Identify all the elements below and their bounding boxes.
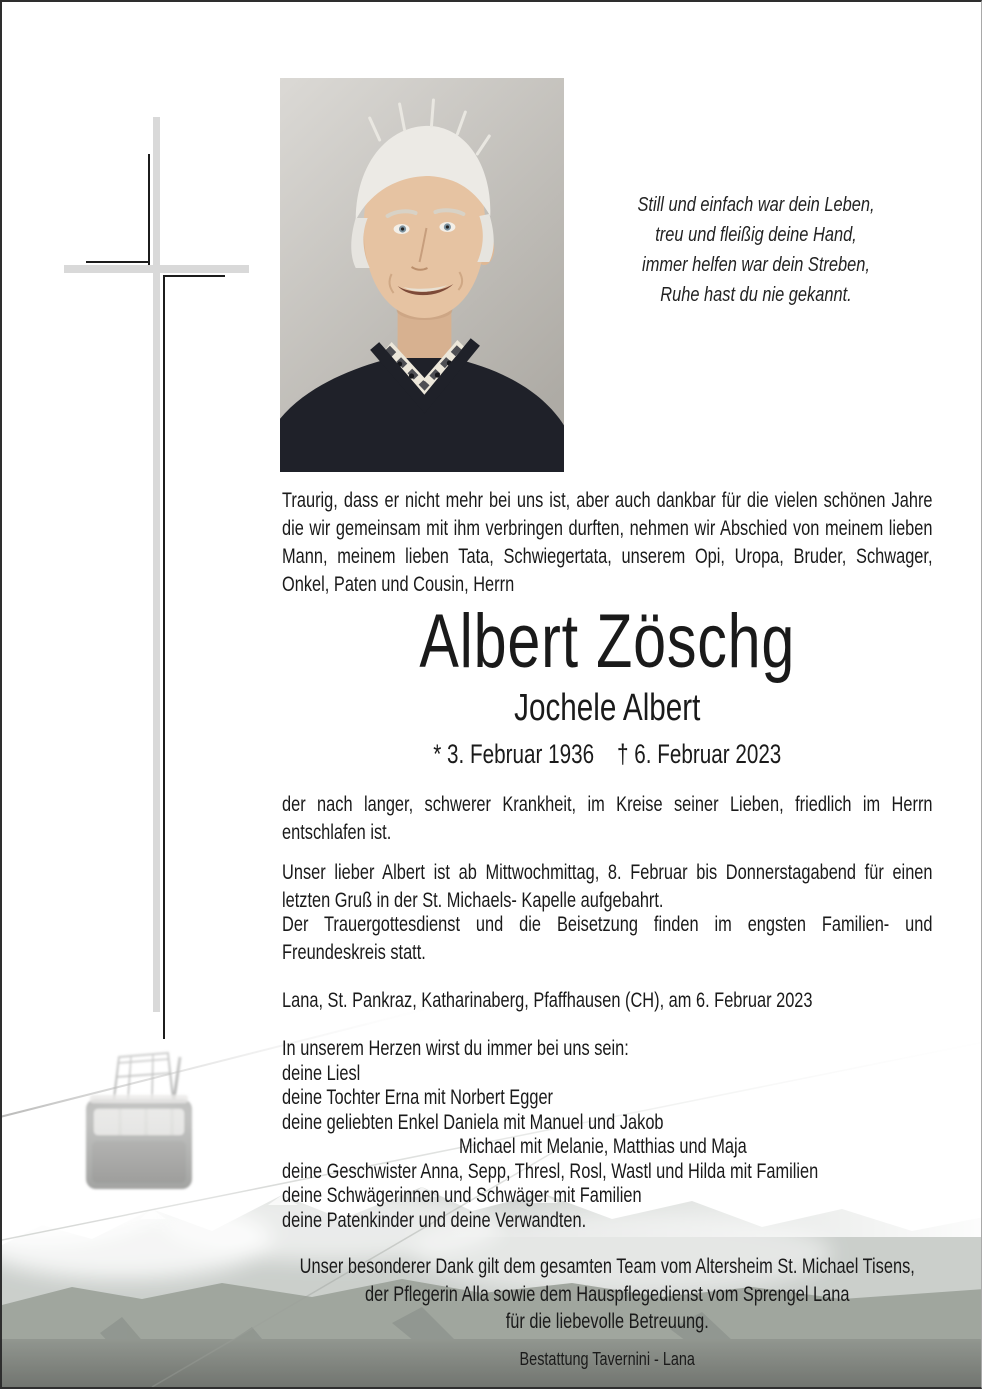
mourner-line: deine Geschwister Anna, Sepp, Thresl, Rosl, Wastl und Hilda mit Familien <box>282 1159 819 1183</box>
birth-date: * 3. Februar 1936 <box>433 739 595 769</box>
funeral-home-credit: Bestattung Tavernini - Lana <box>519 1348 695 1369</box>
thanks-block <box>282 1253 933 1336</box>
death-paragraph: der nach langer, schwerer Krankheit, im Kreise seiner Lieben, friedlich im Herrn entschlafen ist. <box>282 793 933 844</box>
mourner-line: deine Tochter Erna mit Norbert Egger <box>282 1086 554 1109</box>
deceased-nickname: Jochele Albert <box>514 687 701 729</box>
death-date: † 6. Februar 2023 <box>616 739 782 769</box>
aufbahrung-paragraph: Unser lieber Albert ist ab Mittwochmittag, 8. Februar bis Donnerstagabend für einen letzten Gruß in der St. Michaels- Kapelle aufgebahrt. <box>282 861 933 912</box>
mourner-line: deine Patenkinder und deine Verwandten. <box>282 1208 587 1232</box>
cross-accent-line <box>86 261 150 263</box>
mourners-intro: In unserem Herzen wirst du immer bei uns sein: <box>282 1037 629 1060</box>
cross-horizontal-bar <box>64 265 249 273</box>
thanks-line: Unser besonderer Dank gilt dem gesamten Team vom Altersheim St. Michael Tisens, <box>299 1255 915 1278</box>
mourner-line: deine geliebten Enkel Daniela mit Manuel und Jakob <box>282 1110 664 1134</box>
poem-line: Ruhe hast du nie gekannt. <box>660 284 852 306</box>
mourner-line: deine Liesl <box>282 1061 361 1085</box>
poem-line: immer helfen war dein Streben, <box>642 254 870 276</box>
life-dates <box>282 739 933 769</box>
cross-accent-line <box>148 154 150 265</box>
announcement-text <box>282 2 933 1389</box>
mourner-line: deine Schwägerinnen und Schwäger mit Familien <box>282 1184 642 1207</box>
cross-accent-line <box>163 275 165 1039</box>
beisetzung-paragraph: Der Trauergottesdienst und die Beisetzung finden im engsten Familien- und Freundeskreis statt. <box>282 913 933 964</box>
mourners-list <box>282 1037 933 1233</box>
deceased-name: Albert Zöschg <box>419 599 796 684</box>
mourner-line: Michael mit Melanie, Matthias und Maja <box>459 1135 747 1158</box>
thanks-line: für die liebevolle Betreuung. <box>505 1310 709 1333</box>
cross-accent-line <box>163 275 225 277</box>
poem-line: Still und einfach war dein Leben, <box>637 194 875 216</box>
thanks-line: der Pflegerin Alla sowie dem Hauspflegedienst vom Sprengel Lana <box>365 1282 850 1306</box>
places-date-line: Lana, St. Pankraz, Katharinaberg, Pfaffhausen (CH), am 6. Februar 2023 <box>282 989 813 1012</box>
poem-line: treu und fleißig deine Hand, <box>655 224 857 246</box>
cross-vertical-bar <box>153 117 160 1012</box>
intro-paragraph: Traurig, dass er nicht mehr bei uns ist, aber auch dankbar für die vielen schönen Jahre die wir gemeinsam mit ihm verbringen durften, nehmen wir Abschied von meinem lieben Mann, meinem lieben Tata, Schwiegertata, unserem Opi, Uropa, Bruder, Schwager, Onkel, Paten und Cousin, Herrn <box>282 489 933 596</box>
